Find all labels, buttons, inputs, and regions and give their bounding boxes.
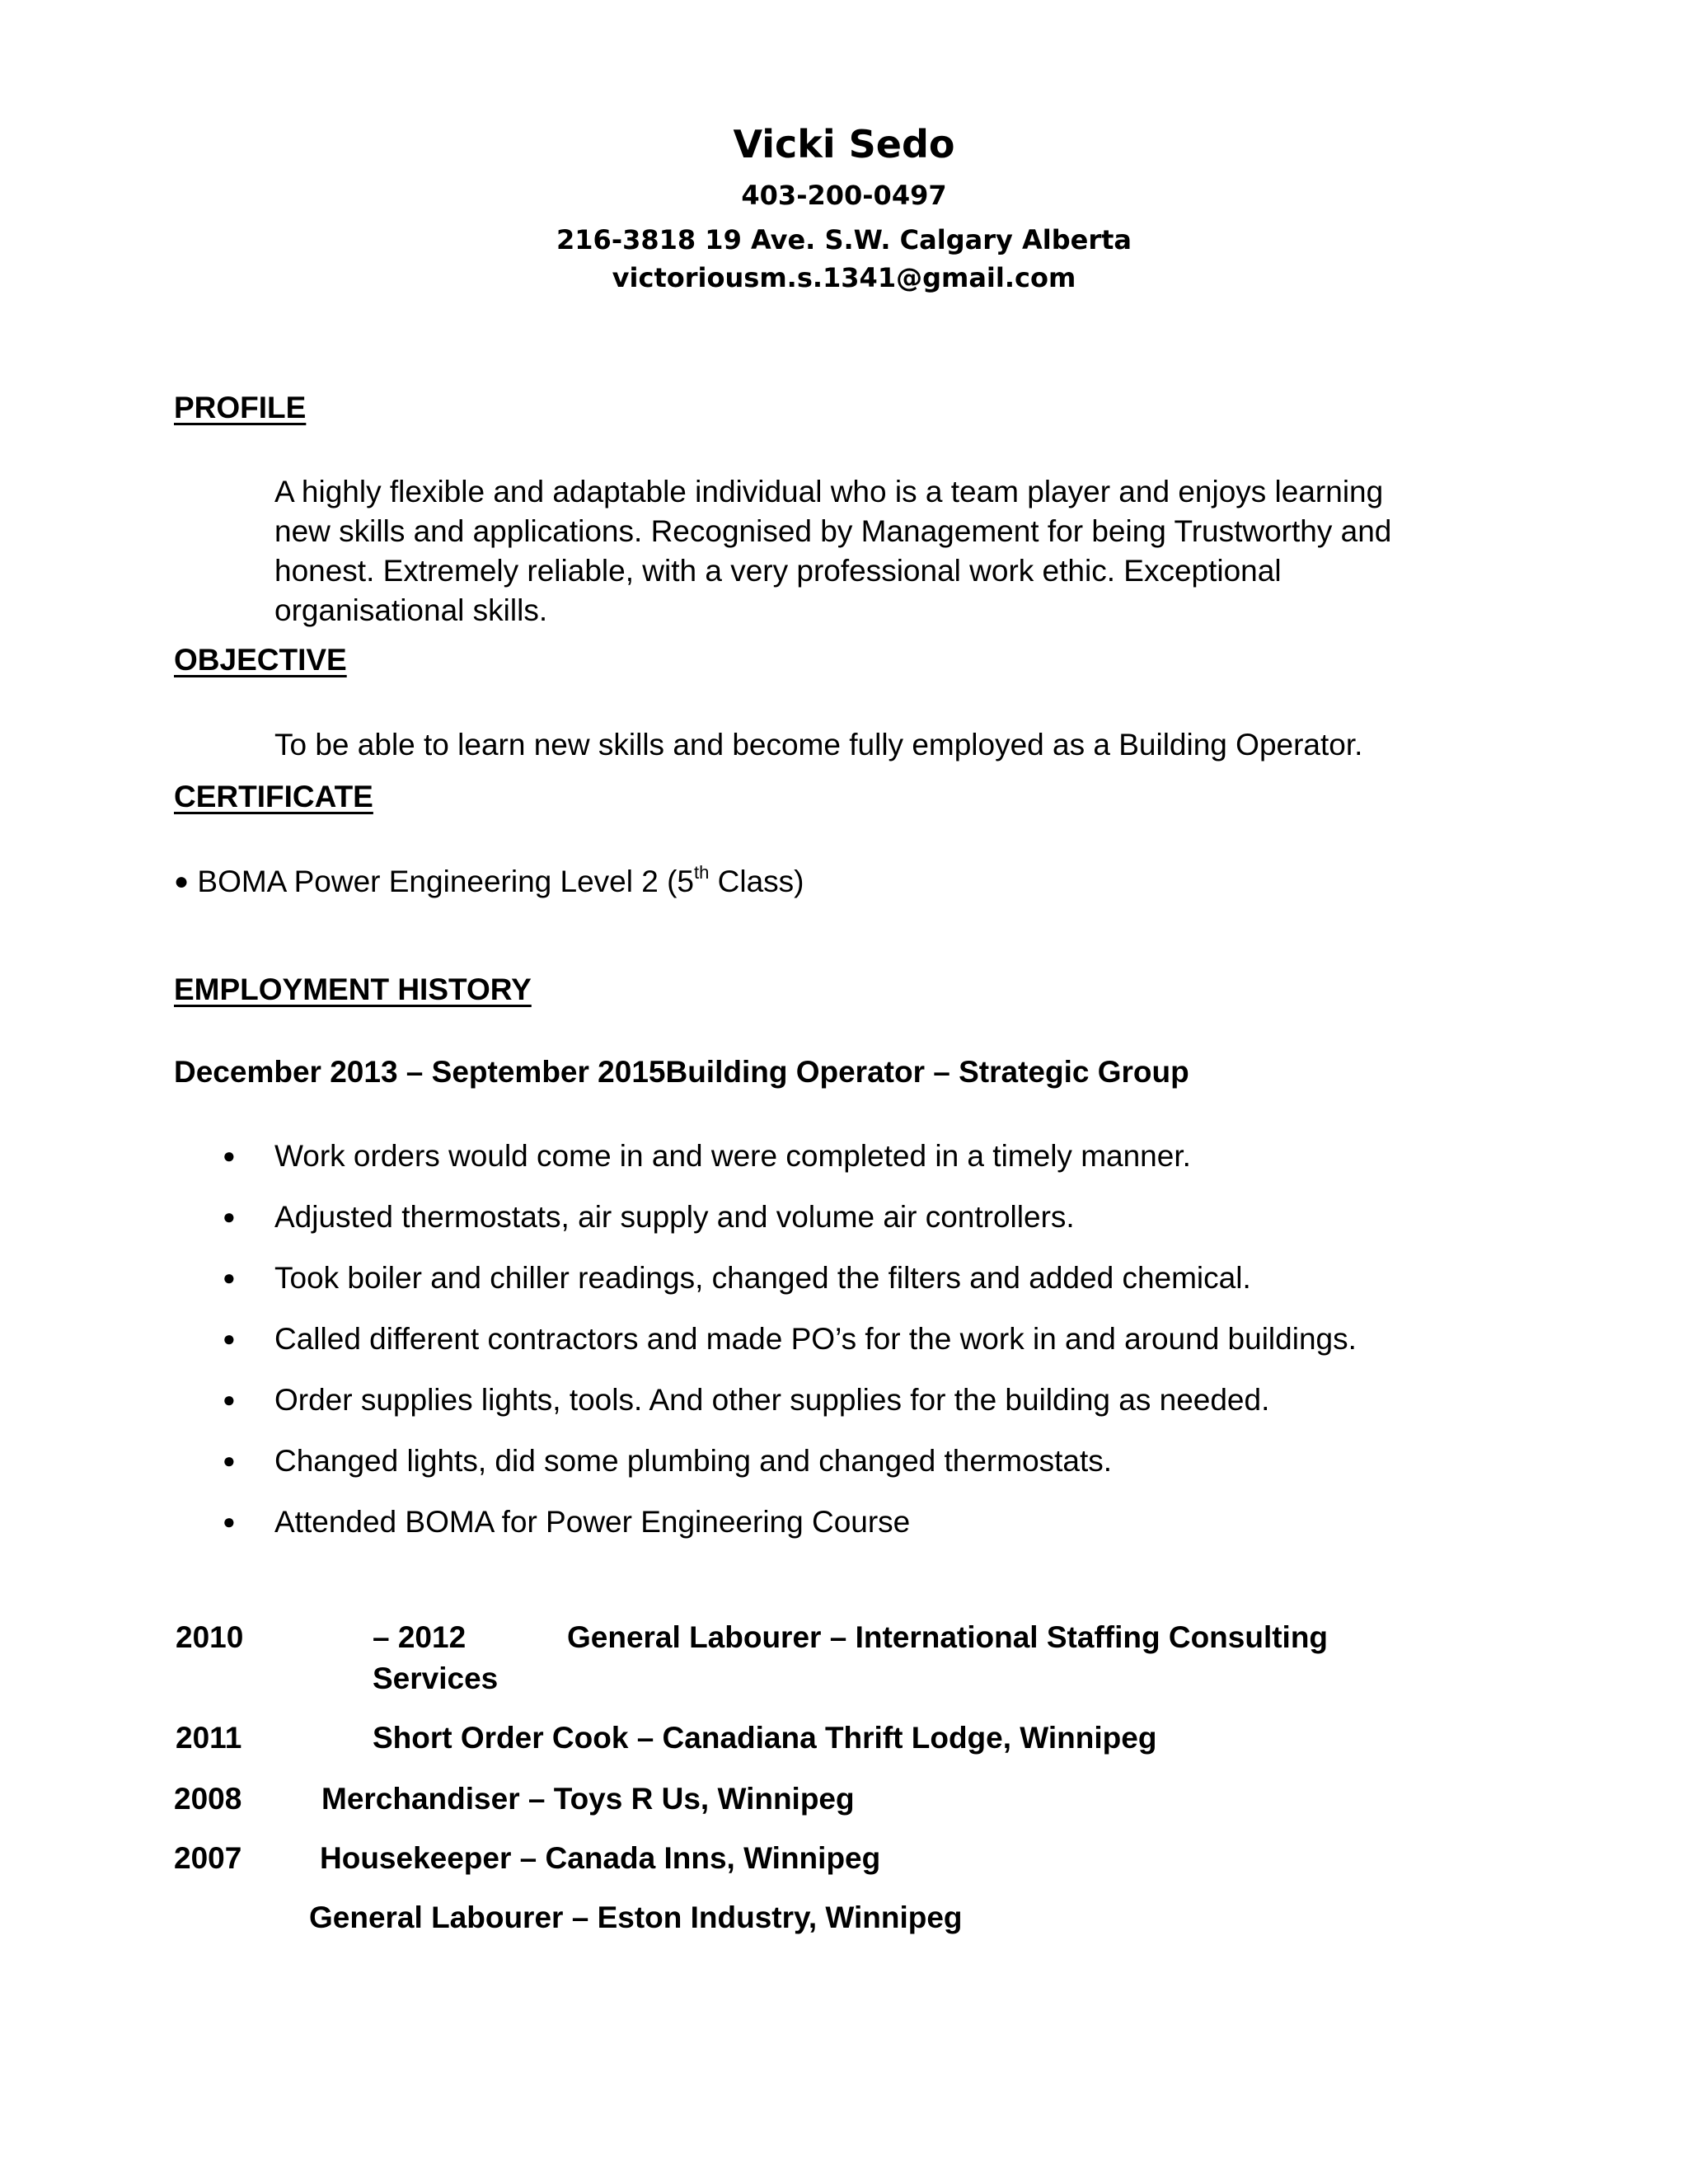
bullet-icon: ● <box>174 868 190 895</box>
duty-text: Called different contractors and made PO’s for the work in and around buildings. <box>274 1322 1357 1356</box>
duty-item <box>223 1261 1251 1296</box>
address: 216-3818 19 Ave. S.W. Calgary Alberta <box>556 224 1132 255</box>
duty-item <box>223 1505 910 1540</box>
job-year: 2007 <box>174 1841 242 1875</box>
bullet-icon: ● <box>223 1265 236 1290</box>
job-year: 2010 <box>176 1620 244 1654</box>
profile-text <box>274 472 1494 630</box>
bullet-icon: ● <box>223 1509 236 1534</box>
certificate-item <box>174 862 804 902</box>
duty-text: Work orders would come in and were completed in a timely manner. <box>274 1139 1191 1173</box>
duty-text: Adjusted thermostats, air supply and volume air controllers. <box>274 1200 1075 1234</box>
job-title: Merchandiser – Toys R Us, Winnipeg <box>321 1782 855 1816</box>
profile-line: honest. Extremely reliable, with a very professional work ethic. Exceptional <box>274 554 1282 588</box>
job-title: Short Order Cook – Canadiana Thrift Lodge, Winnipeg <box>373 1721 1157 1755</box>
bullet-icon: ● <box>223 1326 236 1351</box>
email-address: victoriousm.s.1341@gmail.com <box>612 262 1076 293</box>
bullet-icon: ● <box>223 1448 236 1473</box>
employment-heading: EMPLOYMENT HISTORY <box>174 972 532 1006</box>
phone-number: 403-200-0497 <box>741 180 947 211</box>
duty-item <box>223 1322 1357 1357</box>
objective-text: To be able to learn new skills and become fully employed as a Building Operator. <box>274 728 1363 762</box>
resume-name: Vicki Sedo <box>733 122 955 166</box>
job-year: 2008 <box>174 1782 242 1816</box>
duty-text: Order supplies lights, tools. And other supplies for the building as needed. <box>274 1383 1270 1417</box>
duty-item <box>223 1200 1075 1235</box>
bullet-icon: ● <box>223 1204 236 1229</box>
profile-line: A highly flexible and adaptable individual who is a team player and enjoys learning <box>274 475 1384 509</box>
job-year-end: – 2012 <box>373 1620 467 1654</box>
job-title: Housekeeper – Canada Inns, Winnipeg <box>320 1841 881 1875</box>
duty-text: Changed lights, did some plumbing and changed thermostats. <box>274 1444 1113 1478</box>
objective-heading: OBJECTIVE <box>174 643 347 677</box>
profile-heading: PROFILE <box>174 391 307 424</box>
duty-item <box>223 1444 1112 1479</box>
duty-text: Took boiler and chiller readings, changed the filters and added chemical. <box>274 1261 1251 1295</box>
certificate-text-suffix: Class) <box>709 865 804 898</box>
certificate-text: BOMA Power Engineering Level 2 (5 <box>197 865 695 898</box>
job-title-continued: Services <box>373 1661 499 1695</box>
profile-line: organisational skills. <box>274 593 548 627</box>
job-year: 2011 <box>176 1721 242 1755</box>
main-job-header <box>174 1055 1189 1090</box>
duty-item <box>223 1139 1191 1174</box>
job-title: General Labourer – Eston Industry, Winnipeg <box>309 1900 963 1934</box>
duty-text: Attended BOMA for Power Engineering Course <box>274 1505 911 1539</box>
certificate-superscript: th <box>694 862 710 883</box>
profile-line: new skills and applications. Recognised by Management for being Trustworthy and <box>274 514 1392 548</box>
bullet-icon: ● <box>223 1387 236 1412</box>
main-job-dates: December 2013 – September 2015 <box>174 1055 666 1089</box>
bullet-icon: ● <box>223 1143 236 1168</box>
certificate-heading: CERTIFICATE <box>174 780 373 813</box>
main-job-title: Building Operator – Strategic Group <box>665 1055 1189 1089</box>
duty-item <box>223 1383 1269 1418</box>
job-title: General Labourer – International Staffing Consulting <box>567 1620 1329 1654</box>
